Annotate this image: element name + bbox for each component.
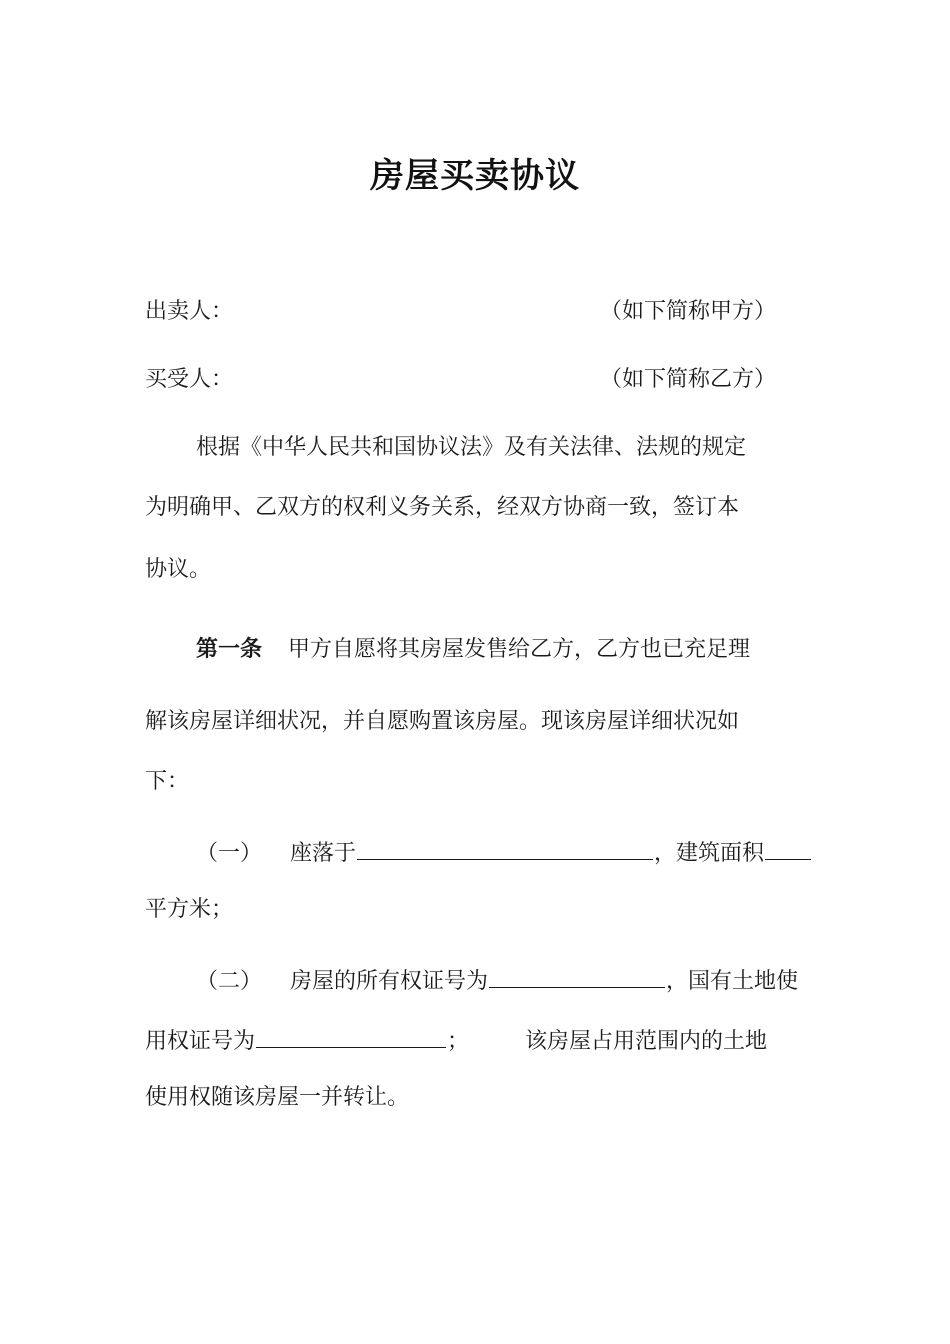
item-2-text-line2-a: 用权证号为 (145, 1029, 256, 1054)
item-2-text-b: ，国有土地使 (666, 969, 799, 994)
item-1-line-2: 平方米； (145, 897, 234, 922)
item-2-text-line2-c: 该房屋占用范围内的土地 (525, 1029, 768, 1054)
buyer-note: （如下简称乙方） (600, 367, 777, 392)
article-1-line-2: 解该房屋详细状况，并自愿购置该房屋。现该房屋详细状况如 (145, 709, 740, 734)
seller-label: 出卖人： (145, 299, 234, 324)
area-blank[interactable] (765, 835, 811, 860)
buyer-label: 买受人： (145, 367, 234, 392)
preamble-line-1: 根据《中华人民共和国协议法》及有关法律、法规的规定 (196, 435, 747, 460)
item-2-text-a: 房屋的所有权证号为 (290, 969, 489, 994)
document-title: 房屋买卖协议 (370, 156, 580, 196)
article-1-label: 第一条 (196, 637, 263, 662)
item-1-number: （一） (196, 841, 263, 866)
item-2-number: （二） (196, 969, 263, 994)
article-1-line-3: 下： (145, 769, 190, 794)
article-1-line-1 (196, 635, 750, 665)
item-1-text-a: 座落于 (290, 841, 357, 866)
item-1-text-b: ，建筑面积 (654, 841, 765, 866)
item-2-line-3: 使用权随该房屋一并转让。 (145, 1085, 410, 1110)
seller-note: （如下简称甲方） (600, 299, 777, 324)
ownership-cert-blank[interactable] (489, 963, 665, 988)
land-use-cert-blank[interactable] (256, 1023, 446, 1048)
preamble-line-3: 协议。 (145, 557, 212, 582)
item-2-line-2 (145, 1023, 767, 1057)
item-1-line-1 (196, 835, 812, 869)
location-blank[interactable] (357, 835, 653, 860)
preamble-line-2: 为明确甲、乙双方的权利义务关系，经双方协商一致，签订本 (145, 495, 740, 520)
item-2-text-line2-b: ； (447, 1029, 470, 1054)
item-2-line-1 (196, 963, 798, 997)
article-1-text-1: 甲方自愿将其房屋发售给乙方，乙方也已充足理 (288, 637, 751, 662)
